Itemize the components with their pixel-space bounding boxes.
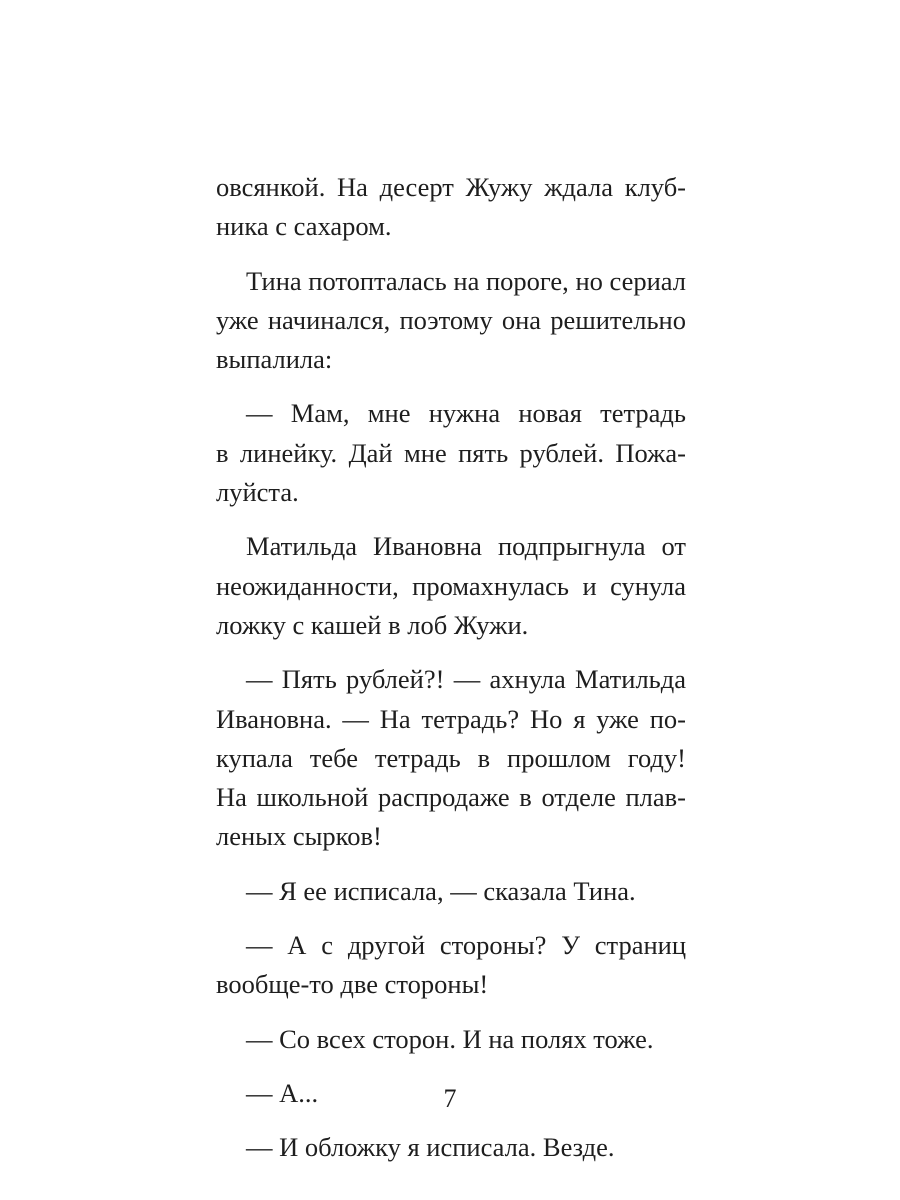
paragraph-1 (216, 168, 686, 247)
text-line: — А... (246, 1077, 319, 1108)
text-line: неожиданности, промахнулась и сунула (216, 570, 686, 601)
text-line: — Пять рублей?! — ахнула Матильда (246, 664, 686, 695)
text-line: ложку с кашей в лоб Жужи. (216, 609, 529, 640)
text-line: — Со всех сторон. И на полях тоже. (246, 1023, 654, 1054)
text-line: в линейку. Дай мне пять рублей. Пожа- (216, 437, 686, 468)
page-body-text (216, 168, 686, 1183)
text-line: Матильда Ивановна подпрыгнула от (246, 531, 686, 562)
text-line: ника с сахаром. (216, 211, 392, 242)
paragraph-2 (216, 262, 686, 380)
paragraph-6 (216, 872, 686, 911)
text-line: луйста. (216, 477, 299, 508)
text-line: выпалила: (216, 344, 333, 375)
text-line: вообще-то две стороны! (216, 969, 489, 1000)
paragraph-5 (216, 660, 686, 856)
text-line: — Я ее исписала, — сказала Тина. (246, 875, 636, 906)
paragraph-10 (216, 1128, 686, 1167)
text-line: — А с другой стороны? У страниц (246, 930, 686, 961)
paragraph-3 (216, 394, 686, 512)
text-line: — И обложку я исписала. Везде. (246, 1132, 615, 1163)
text-line: купала тебе тетрадь в прошлом году! (216, 742, 686, 773)
text-line: На школьной распродаже в отделе плав- (216, 782, 686, 813)
paragraph-8 (216, 1020, 686, 1059)
page-number: 7 (443, 1084, 457, 1113)
text-line: Тина потопталась на пороге, но сериал (246, 265, 686, 296)
text-line: — Мам, мне нужна новая тетрадь (246, 398, 686, 429)
text-line: овсянкой. На десерт Жужу ждала клуб- (216, 172, 686, 202)
text-line: Ивановна. — На тетрадь? Но я уже по- (216, 703, 686, 734)
paragraph-4 (216, 527, 686, 645)
text-line: леных сырков! (216, 821, 382, 852)
paragraph-7 (216, 926, 686, 1005)
text-line: уже начинался, поэтому она решительно (216, 304, 686, 335)
